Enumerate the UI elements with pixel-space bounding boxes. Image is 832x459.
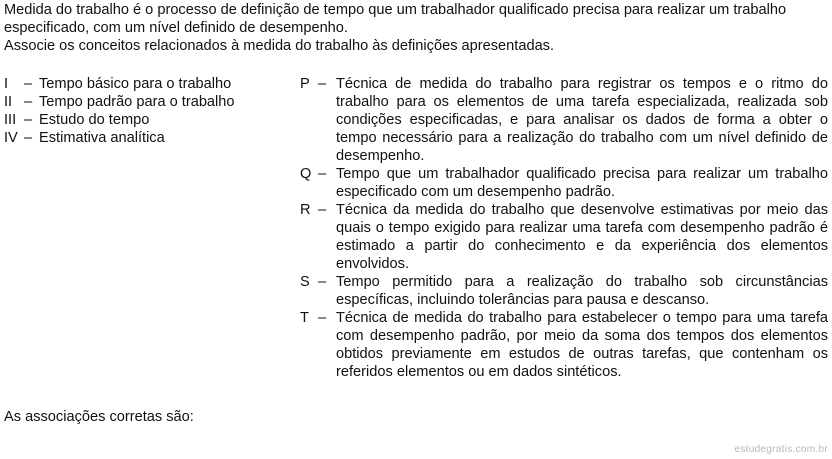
definition-text: Técnica da medida do trabalho que desenvolve estimativas por meio das quais o tempo exigido para realizar uma tarefa com desempenho padrão é estimado a partir do conhecimento e da experiência dos elementos envolvidos. bbox=[336, 202, 828, 272]
intro-text bbox=[4, 1, 828, 55]
definition-letter: Q bbox=[300, 166, 312, 182]
concept-dash: – bbox=[24, 112, 33, 128]
definition-letter: T bbox=[300, 310, 309, 326]
concept-number: I bbox=[4, 76, 9, 92]
concept-dash: – bbox=[24, 130, 33, 146]
concept-number: II bbox=[4, 94, 13, 110]
definition-dash: – bbox=[318, 76, 327, 92]
definition-text: Tempo permitido para a realização do trabalho sob circunstâncias específicas, incluindo tolerâncias para pausa e descanso. bbox=[336, 274, 828, 308]
definition-dash: – bbox=[318, 202, 327, 218]
definition-item bbox=[300, 273, 828, 309]
concepts-list bbox=[4, 75, 294, 147]
definition-letter: R bbox=[300, 202, 311, 218]
concept-item bbox=[4, 111, 294, 129]
definition-text: Técnica de medida do trabalho para registrar os tempos e o ritmo do trabalho para os elementos de uma tarefa especializada, realizada sob condições especificadas, e para analisar os dados de forma a obter o tempo necessário para a realização do trabalho com um nível definido de desempenho. bbox=[336, 76, 828, 164]
definitions-list bbox=[300, 75, 828, 381]
instruction-paragraph: Associe os conceitos relacionados à medida do trabalho às definições apresentadas. bbox=[4, 38, 555, 54]
question-prompt: As associações corretas são: bbox=[4, 409, 194, 425]
concept-label: Estimativa analítica bbox=[39, 130, 165, 146]
concept-item bbox=[4, 129, 294, 147]
definition-dash: – bbox=[318, 166, 327, 182]
definition-item bbox=[300, 165, 828, 201]
definition-item bbox=[300, 309, 828, 381]
definition-dash: – bbox=[318, 274, 327, 290]
definition-letter: S bbox=[300, 274, 310, 290]
concept-dash: – bbox=[24, 94, 33, 110]
definition-item bbox=[300, 75, 828, 165]
concept-number: III bbox=[4, 112, 17, 128]
concept-number: IV bbox=[4, 130, 18, 146]
definition-item bbox=[300, 201, 828, 273]
definition-text: Técnica de medida do trabalho para estabelecer o tempo para uma tarefa com desempenho padrão, por meio da soma dos tempos dos elementos obtidos previamente em estudos de outras tarefas, que contenham os referidos elementos ou em dados sintéticos. bbox=[336, 310, 828, 380]
concept-label: Tempo padrão para o trabalho bbox=[39, 94, 235, 110]
concept-dash: – bbox=[24, 76, 33, 92]
concept-label: Estudo do tempo bbox=[39, 112, 150, 128]
definition-dash: – bbox=[318, 310, 327, 326]
concept-item bbox=[4, 93, 294, 111]
watermark: estudegratis.com.br bbox=[734, 444, 828, 455]
intro-paragraph: Medida do trabalho é o processo de definição de tempo que um trabalhador qualificado precisa para realizar um trabalho especificado, com um nível definido de desempenho. bbox=[4, 2, 787, 36]
definition-letter: P bbox=[300, 76, 310, 92]
concept-label: Tempo básico para o trabalho bbox=[39, 76, 232, 92]
definition-text: Tempo que um trabalhador qualificado precisa para realizar um trabalho especificado com um desempenho padrão. bbox=[336, 166, 828, 200]
concept-item bbox=[4, 75, 294, 93]
